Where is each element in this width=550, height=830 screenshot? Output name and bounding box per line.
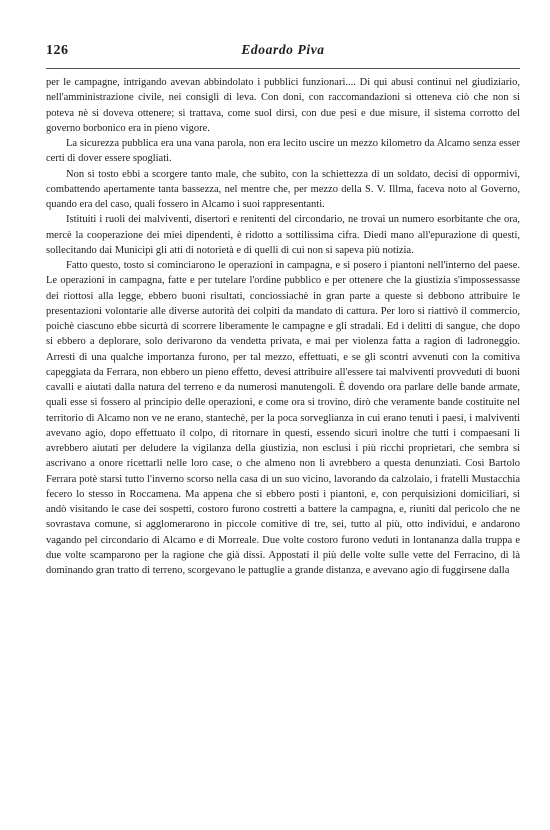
paragraph: per le campagne, intrigando avevan abbindolato i pubblici funzionari.... Di qui abusi continui nel giudiziario, nell'amministrazione civile, nei consigli di leva. Con doni, con raccomandazioni si otteneva ciò che non si poteva nè si doveva ottenere; si trattava, come suol dirsi, con due pesi e due misure, il sistema corrotto del governo borbonico era in pieno vigore.	[46, 77, 520, 134]
body-text	[46, 75, 520, 578]
paragraph: Fatto questo, tosto si cominciarono le operazioni in campagna, e si posero i piantoni nell'interno del paese. Le operazioni in campagna, fatte e per tutelare l'ordine pubblico e per ottenere che la giustizia s'impossessasse dei riottosi alla legge, ebbero buoni risultati, conciossiachè in gran parte a queste si debbono attribuire le presentazioni volontarie alle diverse autorità dei colpiti da mandato di cattura. Per loro si riattivò il commercio, poichè ciascuno ebbe sicurtà di scorrere liberamente le campagne e gli stradali. Ed i delitti di sangue, che dopo si ebbero a deplorare, solo derivarono da vendetta privata, e mai per violenza fatta a ragion di ladroneggio. Arresti di una qualche importanza furono, per tal mezzo, effettuati, e se gli scontri avvenuti con la comitiva capeggiata da Ferrara, non ebbero un pieno effetto, devesi attribuire all'essere tai malviventi provveduti di buoni cavalli e aiutati dalla natura del terreno e da numerosi manutengoli. È dovendo ora parlare delle bande armate, quali esse si fossero al principio delle operazioni, e come ora si trovino, dirò che veramente bande costituite nel territorio di Alcamo non ve ne erano, stantechè, per la poca sorveglianza in cui erano tenuti i paesi, i malviventi avevano agio, dopo effettuato il colpo, di ritornare in questi, essendo sicuri inoltre che tutti i compaesani li avrebbero aiutati per deludere la vigilanza della giustizia, non esclusi i più ricchi proprietari, che sembra si ascrivano a onore ricettarli nelle loro case, o che almeno non li avrebbero a questa denunziati. Così Bartolo Ferrara potè starsi tutto l'inverno scorso nella casa di un suo vicino, lavorando da calzolaio, i fratelli Mustacchia fecero lo stesso in Roccamena. Ma appena che si ebbero posti i piantoni, e, con perquisizioni domiciliari, si andò visitando le case dei sospetti, costoro furono costretti a battere la campagna, e, riuniti dal pericolo che ne sovrastava comune, si agglomerarono in piccole comitive di tre, sei, tutto al più, otto individui, e andarono vagando pel circondario di Alcamo e di Morreale. Due volte costoro furono veduti in lontananza dalla truppa e due volte scamparono per la ragione che già dissi. Appostati il più delle volte sulle vette del Ferracino, di là dominando gran tratto di terreno, scorgevano le pattuglie a grande distanza, e avevano agio di fuggirsene dalla	[46, 260, 520, 576]
paragraph: Non si tosto ebbi a scorgere tanto male, che subito, con la schiettezza di un soldato, decisi di oppormivi, combattendo apertamente tanta bassezza, nel mentre che, per mezzo della S. V. Illma, faceva noto al Governo, quando era del caso, quali fossero in Alcamo i suoi rappresentanti.	[46, 168, 520, 210]
page-number: 126	[46, 43, 69, 58]
paragraph: Istituiti i ruoli dei malviventi, disertori e renitenti del circondario, ne trovai un numero esorbitante che ora, mercè la cooperazione dei miei dipendenti, è ridotto a sottilissima cifra. Diedi mano all'epurazione di questi, sollecitando dai Municipi gli atti di notorietà e di quelli di cui non si sapeva più notizia.	[46, 214, 520, 256]
page-header	[46, 42, 520, 69]
paragraph: La sicurezza pubblica era una vana parola, non era lecito uscire un mezzo kilometro da Alcamo senza esser certi di dover essere spogliati.	[46, 138, 520, 165]
running-head: Edoardo Piva	[241, 42, 325, 57]
